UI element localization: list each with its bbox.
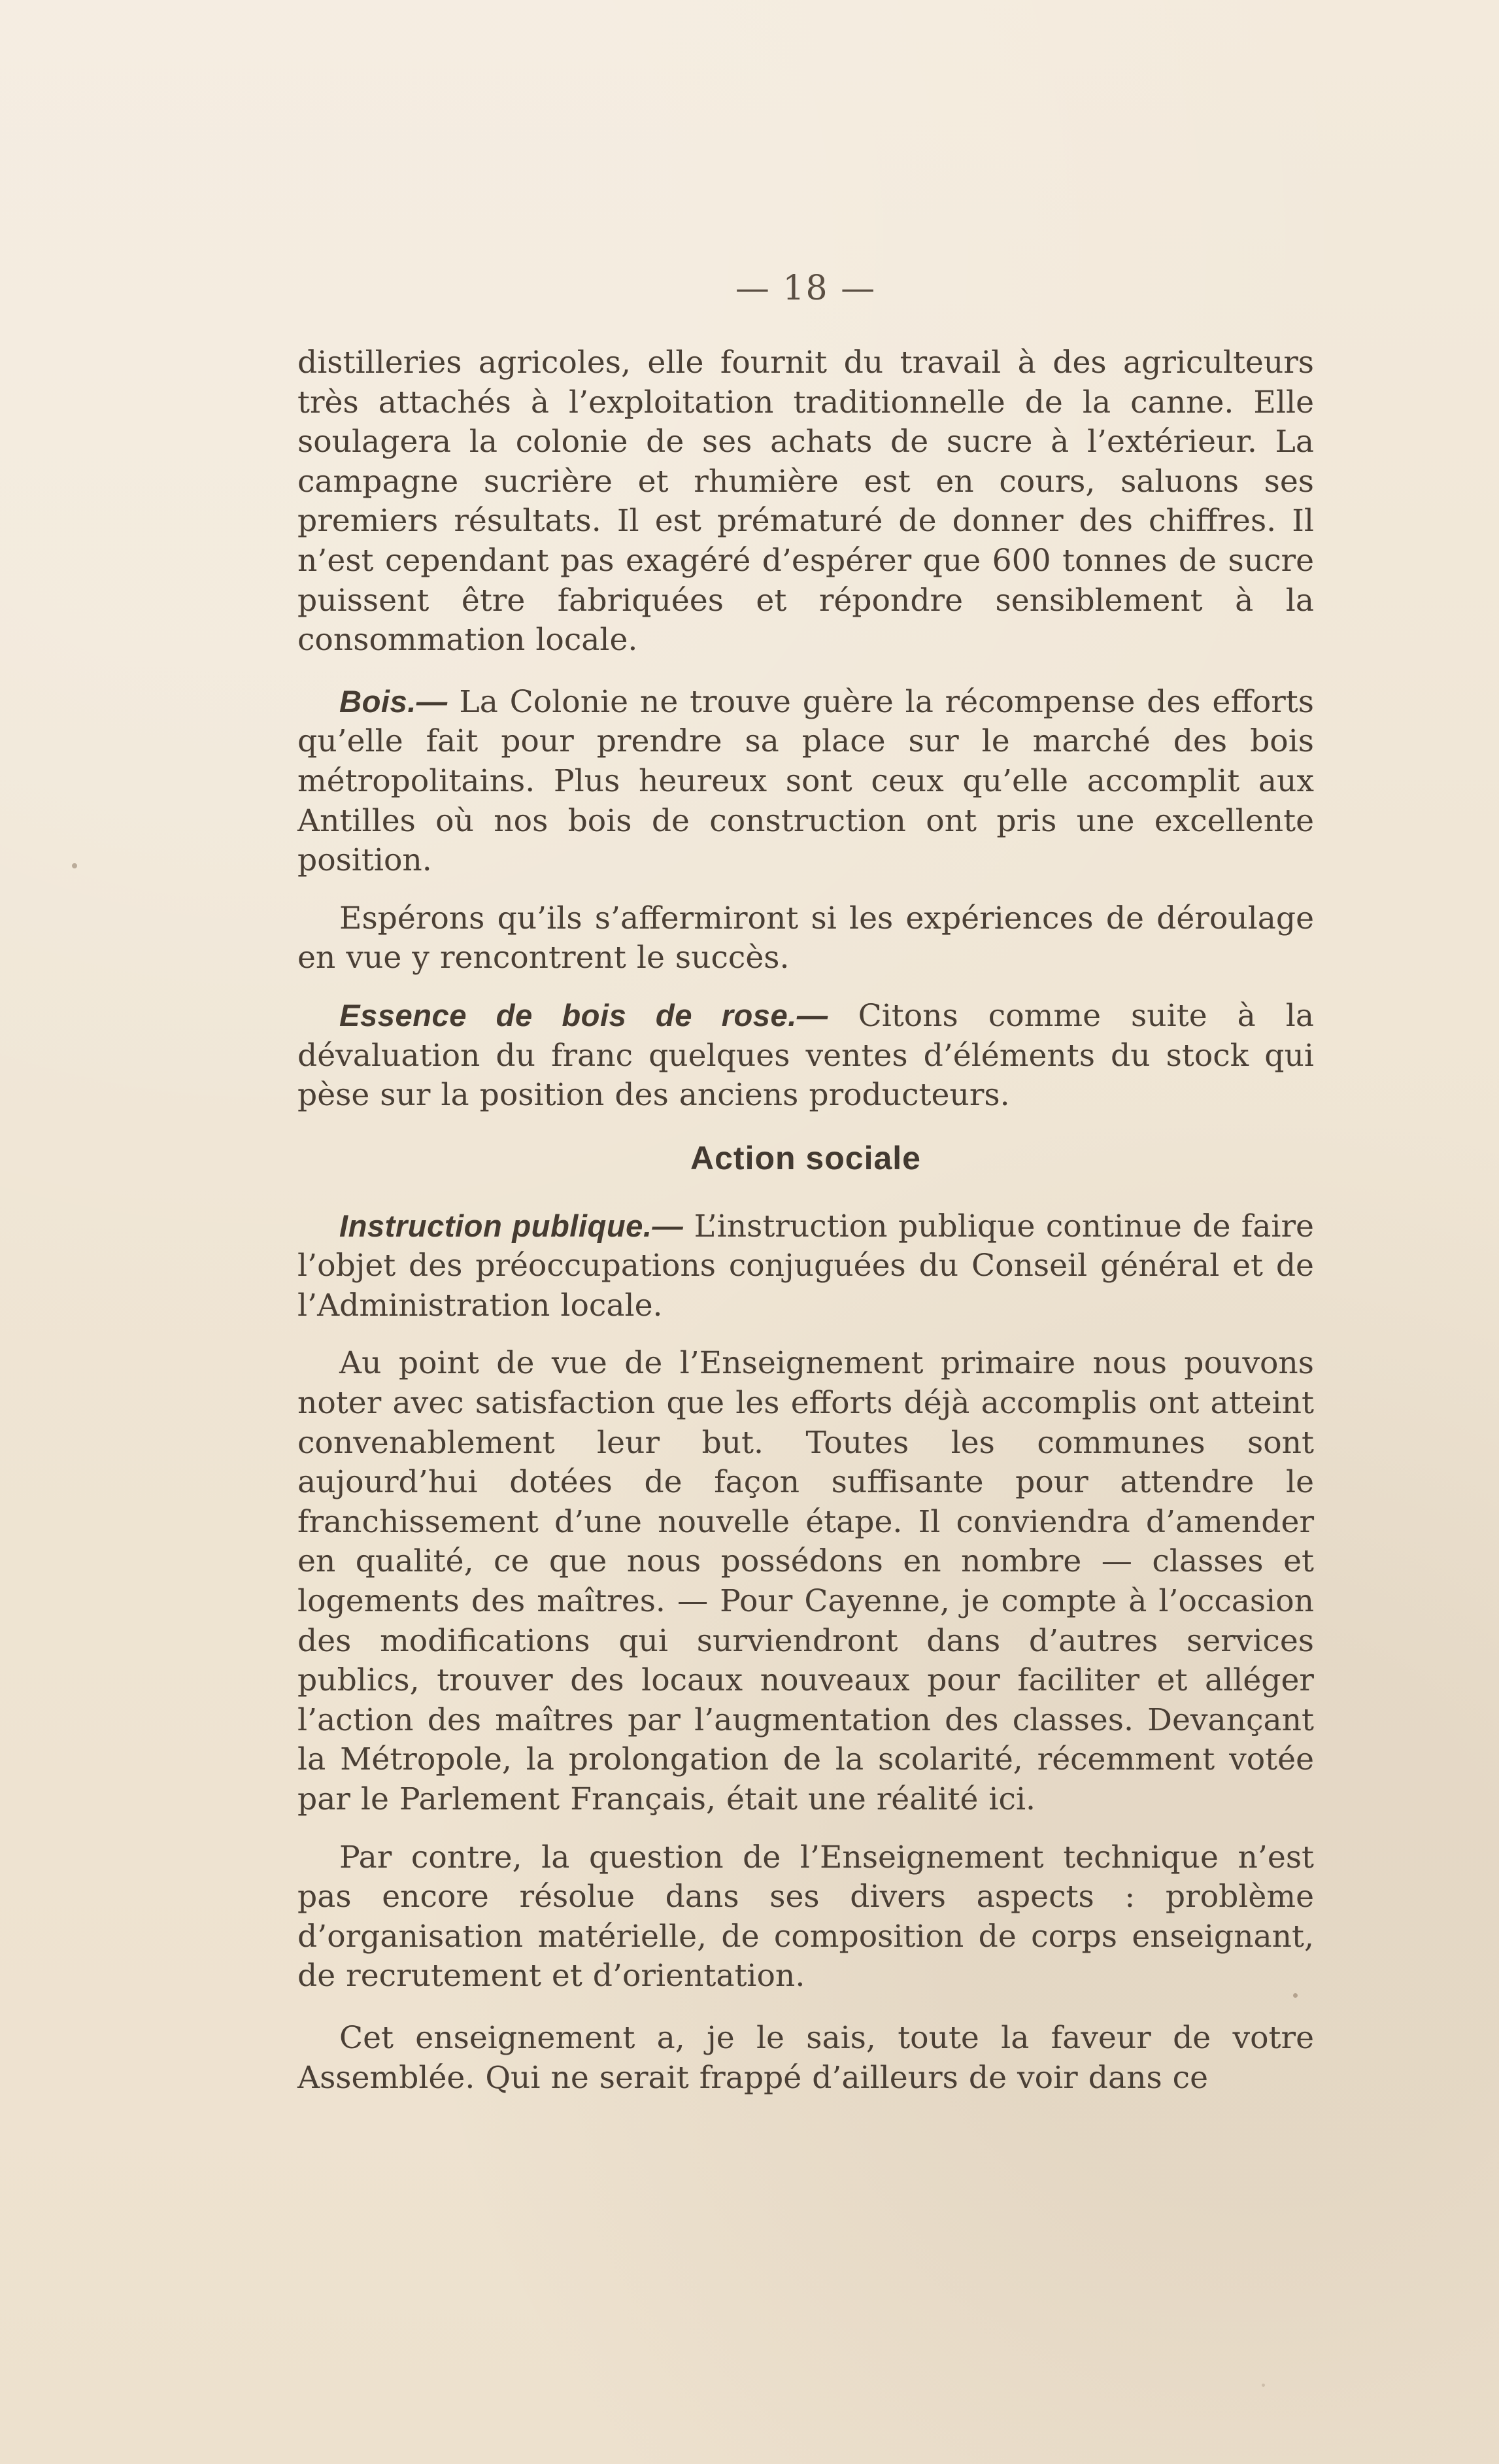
paragraph-lead-bois: Bois.— — [339, 684, 448, 719]
paragraph-lead-rosewood: Essence de bois de rose.— — [339, 998, 828, 1033]
paragraph-peeling: Espérons qu’ils s’affermiront si les expériences de déroulage en vue y rencontrent le succès. — [297, 900, 1314, 976]
paragraph-public-instruction — [297, 1207, 1314, 1326]
page-content — [297, 271, 1314, 2098]
paragraph-primary-education: Au point de vue de l’Enseignement primaire nous pouvons noter avec satisfaction que les efforts déjà accomplis ont atteint convenablement leur but. Toutes les communes sont aujourd’hui dotées de façon suffisante pour attendre le franchissement d’une nouvelle étape. Il conviendra d’amender en qualité, ce que nous possédons en nombre — classes et logements des maîtres. — Pour Cayenne, je compte à l’occasion des modifications qui surviendront dans d’autres services publics, trouver des locaux nouveaux pour faciliter et alléger l’action des maîtres par l’augmentation des classes. Devançant la Métropole, la prolongation de la scolarité, récemment votée par le Parlement Français, était une réalité ici. — [297, 1345, 1314, 1817]
paper-mark — [1262, 2384, 1265, 2387]
page-number: — 18 — — [735, 269, 877, 308]
paragraph-lead-public-instruction: Instruction publique.— — [339, 1208, 684, 1244]
paragraph-rosewood — [297, 997, 1314, 1116]
paragraph-assembly-support: Cet enseignement a, je le sais, toute la faveur de votre Assemblée. Qui ne serait frappé d’ailleurs de voir dans ce — [297, 2019, 1314, 2096]
paragraph-body-public-instruction: L’instruction publique continue de faire l’objet des préoccupations conjuguées du Conseil général et de l’Administration locale. — [297, 1208, 1314, 1324]
paper-mark — [72, 863, 77, 868]
paragraph-body-rosewood: Citons comme suite à la dévaluation du franc quelques ventes d’éléments du stock qui pèse sur la position des anciens producteurs. — [297, 997, 1314, 1114]
paragraph-wood — [297, 683, 1314, 881]
paragraph-sugar-production: distilleries agricoles, elle fournit du travail à des agriculteurs très attachés à l’exploitation traditionnelle de la canne. Elle soulagera la colonie de ses achats de sucre à l’extérieur. La campagne sucrière et rhumière est en cours, saluons ses premiers résultats. Il est prématuré de donner des chiffres. Il n’est cependant pas exagéré d’espérer que 600 tonnes de sucre puissent être fabriquées et répondre sensiblement à la consommation locale. — [297, 345, 1314, 659]
paragraph-body-bois: La Colonie ne trouve guère la récompense des efforts qu’elle fait pour prendre sa place sur le marché des bois métropolitains. Plus heureux sont ceux qu’elle accomplit aux Antilles où nos bois de construction ont pris une excellente position. — [297, 683, 1314, 879]
section-title-action-sociale: Action sociale — [690, 1139, 921, 1176]
paragraph-technical-education: Par contre, la question de l’Enseignement technique n’est pas encore résolue dans ses divers aspects : problème d’organisation matérielle, de composition de corps enseignant, de recrutement et d’orientation. — [297, 1839, 1314, 1994]
